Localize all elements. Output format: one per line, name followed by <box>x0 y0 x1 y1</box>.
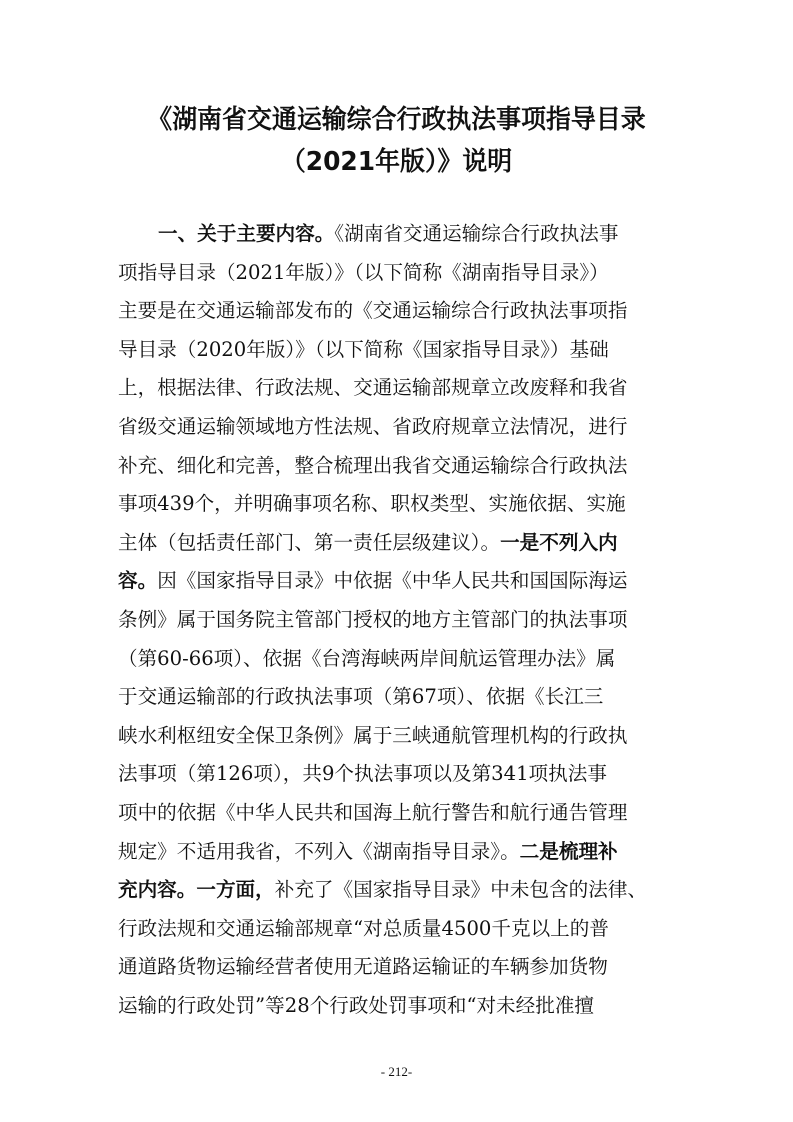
text-line: 上，根据法律、行政法规、交通运输部规章立改废释和我省 <box>118 376 628 400</box>
text-line: 项中的依据《中华人民共和国海上航行警告和航行通告管理 <box>118 800 628 824</box>
text-span: 主体（包括责任部门、第一责任层级建议）。 <box>118 530 501 554</box>
text-span: 《湖南省交通运输综合行政执法事 <box>334 222 619 245</box>
text-line: （第60-66项）、依据《台湾海峡两岸间航运管理办法》属 <box>118 646 616 670</box>
document-title-line-2: （2021年版）》说明 <box>280 147 513 177</box>
text-line <box>118 215 678 254</box>
document-title-line-1: 《湖南省交通运输综合行政执法事项指导目录 <box>147 105 646 135</box>
bold-heading: 充内容。一方面， <box>118 878 275 902</box>
text-span: 因《国家指导目录》中依据《中华人民共和国国际海运 <box>157 569 628 593</box>
text-line <box>118 871 678 910</box>
bold-heading: 容。 <box>118 569 158 593</box>
section-heading: 一、关于主要内容。 <box>158 222 335 245</box>
text-line: 省级交通运输领域地方性法规、省政府规章立法情况，进行 <box>118 414 628 438</box>
text-line: 于交通运输部的行政执法事项（第67项）、依据《长江三 <box>118 685 604 709</box>
text-line: 事项439个，并明确事项名称、职权类型、实施依据、实施 <box>118 492 626 516</box>
text-span: 补充了《国家指导目录》中未包含的法律、 <box>274 878 648 902</box>
text-line: 项指导目录（2021年版）》（以下简称《湖南指导目录》） <box>118 260 609 284</box>
text-line: 条例》属于国务院主管部门授权的地方主管部门的执法事项 <box>118 607 628 631</box>
text-line: 主要是在交通运输部发布的《交通运输综合行政执法事项指 <box>118 299 628 323</box>
text-line <box>118 524 678 563</box>
bold-heading: 一是不列入内 <box>500 530 618 554</box>
text-line <box>118 562 678 601</box>
text-line: 运输的行政处罚”等28个行政处罚事项和“对未经批准擅 <box>118 993 595 1017</box>
body-text <box>118 215 678 1025</box>
text-line: 峡水利枢纽安全保卫条例》属于三峡通航管理机构的行政执 <box>118 723 628 747</box>
text-line: 补充、细化和完善，整合梳理出我省交通运输综合行政执法 <box>118 453 628 477</box>
text-line: 导目录（2020年版）》（以下简称《国家指导目录》）基础 <box>118 337 609 361</box>
text-line: 法事项（第126项），共9个执法事项以及第341项执法事 <box>118 762 607 786</box>
bold-heading: 二是梳理补 <box>519 839 618 863</box>
text-line: 行政法规和交通运输部规章“对总质量4500千克以上的普 <box>118 916 609 940</box>
text-line: 通道路货物运输经营者使用无道路运输证的车辆参加货物 <box>118 955 608 979</box>
text-line <box>118 833 678 872</box>
text-span: 规定》不适用我省，不列入《湖南指导目录》。 <box>118 839 520 863</box>
page-number: - 212- <box>380 1064 413 1079</box>
